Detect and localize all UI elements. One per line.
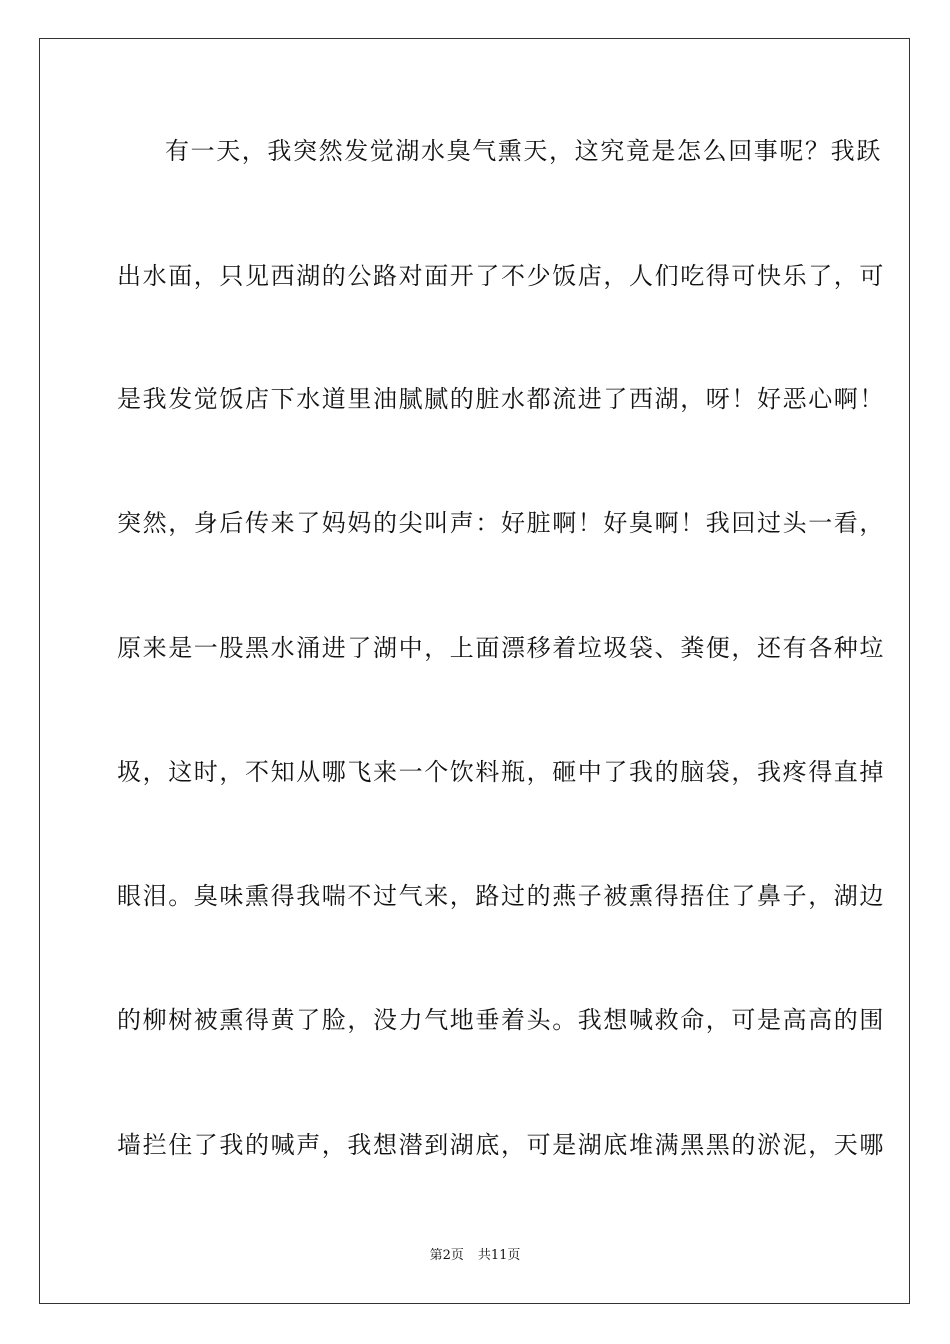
text-line: 原来是一股黑水涌进了湖中，上面漂移着垃圾袋、粪便，还有各种垃 (117, 634, 885, 662)
page-border (39, 38, 910, 1304)
total-pages: 共11页 (477, 1248, 521, 1263)
text-line: 有一天，我突然发觉湖水臭气熏天，这究竟是怎么回事呢？我跃 (165, 137, 882, 165)
text-line: 出水面，只见西湖的公路对面开了不少饭店，人们吃得可快乐了，可 (117, 262, 885, 290)
text-line: 眼泪。臭味熏得我喘不过气来，路过的燕子被熏得捂住了鼻子，湖边 (117, 882, 885, 910)
page-footer (0, 1248, 950, 1264)
text-line: 突然，身后传来了妈妈的尖叫声：好脏啊！好臭啊！我回过头一看， (117, 509, 885, 537)
text-line: 墙拦住了我的喊声，我想潜到湖底，可是湖底堆满黑黑的淤泥，天哪 (117, 1131, 885, 1159)
text-line: 是我发觉饭店下水道里油腻腻的脏水都流进了西湖，呀！好恶心啊！ (117, 385, 885, 413)
text-line: 圾，这时，不知从哪飞来一个饮料瓶，砸中了我的脑袋，我疼得直掉 (117, 758, 885, 786)
text-line: 的柳树被熏得黄了脸，没力气地垂着头。我想喊救命，可是高高的围 (117, 1006, 885, 1034)
page-number: 第2页 (429, 1248, 464, 1263)
